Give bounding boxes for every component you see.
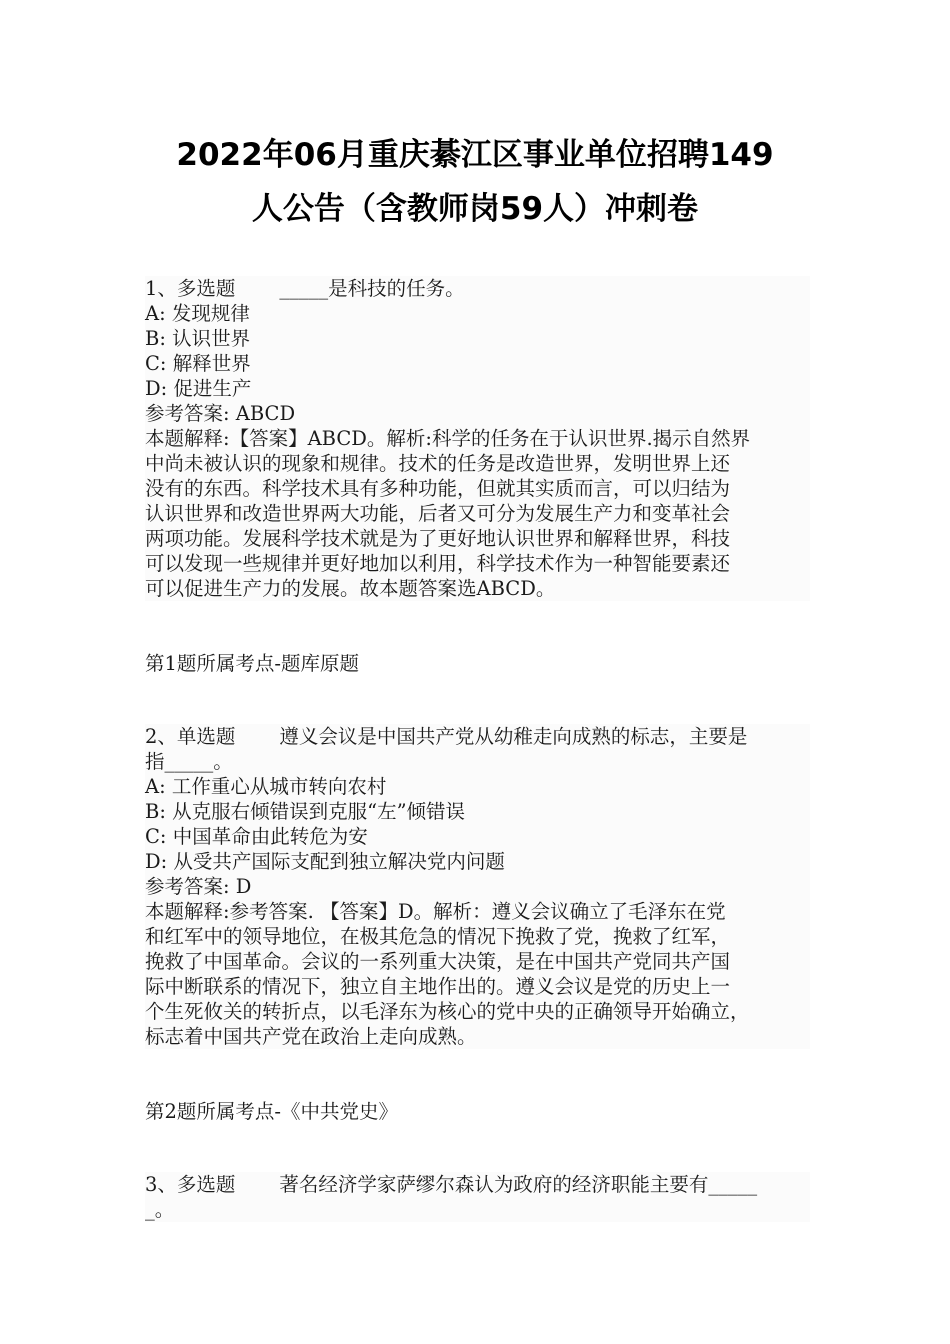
question-stem: _____是科技的任务。	[279, 277, 465, 300]
option-d: D: 促进生产	[145, 377, 252, 400]
question-header	[145, 724, 810, 749]
explanation-line: 两项功能。发展科学技术就是为了更好地认识世界和解释世界，科技	[145, 527, 731, 550]
explanation-line: 本题解释:参考答案. 【答案】D。解析：遵义会议确立了毛泽东在党	[145, 900, 726, 923]
explanation-line: 标志着中国共产党在政治上走向成熟。	[145, 1025, 477, 1048]
option-c: C: 解释世界	[145, 352, 251, 375]
question-type: 3、多选题	[145, 1173, 236, 1196]
explanation-line: 中尚未被认识的现象和规律。技术的任务是改造世界，发明世界上还	[145, 452, 731, 475]
explanation-line: 本题解释:【答案】ABCD。解析:科学的任务在于认识世界.揭示自然界	[145, 427, 751, 450]
option-a: A: 发现规律	[145, 302, 250, 325]
question-type: 2、单选题	[145, 725, 236, 748]
question-type: 1、多选题	[145, 277, 236, 300]
question-header	[145, 276, 810, 301]
question-header	[145, 1172, 810, 1197]
question-list	[145, 276, 810, 1222]
title-line-2: 人公告（含教师岗59人）冲刺卷	[251, 191, 699, 227]
option-b: B: 认识世界	[145, 327, 251, 350]
option-d: D: 从受共产国际支配到独立解决党内问题	[145, 850, 505, 873]
question-topic: 第1题所属考点-题库原题	[145, 652, 359, 675]
question-stem: 遵义会议是中国共产党从幼稚走向成熟的标志，主要是	[279, 725, 748, 748]
explanation-line: 没有的东西。科学技术具有多种功能，但就其实质而言，可以归结为	[145, 477, 731, 500]
reference-answer: 参考答案: D	[145, 875, 252, 898]
question-3	[145, 1172, 810, 1222]
explanation-line: 认识世界和改造世界两大功能，后者又可分为发展生产力和变革社会	[145, 502, 731, 525]
question-1	[145, 276, 810, 601]
question-stem: 著名经济学家萨缪尔森认为政府的经济职能主要有_____	[279, 1173, 758, 1196]
option-a: A: 工作重心从城市转向农村	[145, 775, 387, 798]
reference-answer: 参考答案: ABCD	[145, 402, 296, 425]
option-c: C: 中国革命由此转危为安	[145, 825, 368, 848]
explanation-line: 可以发现一些规律并更好地加以利用，科学技术作为一种智能要素还	[145, 552, 731, 575]
question-2	[145, 724, 810, 1049]
explanation-line: 可以促进生产力的发展。故本题答案选ABCD。	[145, 577, 556, 600]
document-title	[100, 128, 850, 236]
option-b: B: 从克服右倾错误到克服“左”倾错误	[145, 800, 466, 823]
title-line-1: 2022年06月重庆綦江区事业单位招聘149	[176, 137, 774, 173]
explanation-line: 际中断联系的情况下，独立自主地作出的。遵义会议是党的历史上一	[145, 975, 731, 998]
explanation-line: 和红军中的领导地位，在极其危急的情况下挽救了党，挽救了红军，	[145, 925, 731, 948]
question-stem-continued: 指_____。	[145, 750, 233, 773]
explanation-line: 挽救了中国革命。会议的一系列重大决策，是在中国共产党同共产国	[145, 950, 731, 973]
explanation-line: 个生死攸关的转折点，以毛泽东为核心的党中央的正确领导开始确立，	[145, 1000, 750, 1023]
question-topic: 第2题所属考点-《中共党史》	[145, 1100, 398, 1123]
question-stem-continued: _。	[145, 1198, 175, 1221]
